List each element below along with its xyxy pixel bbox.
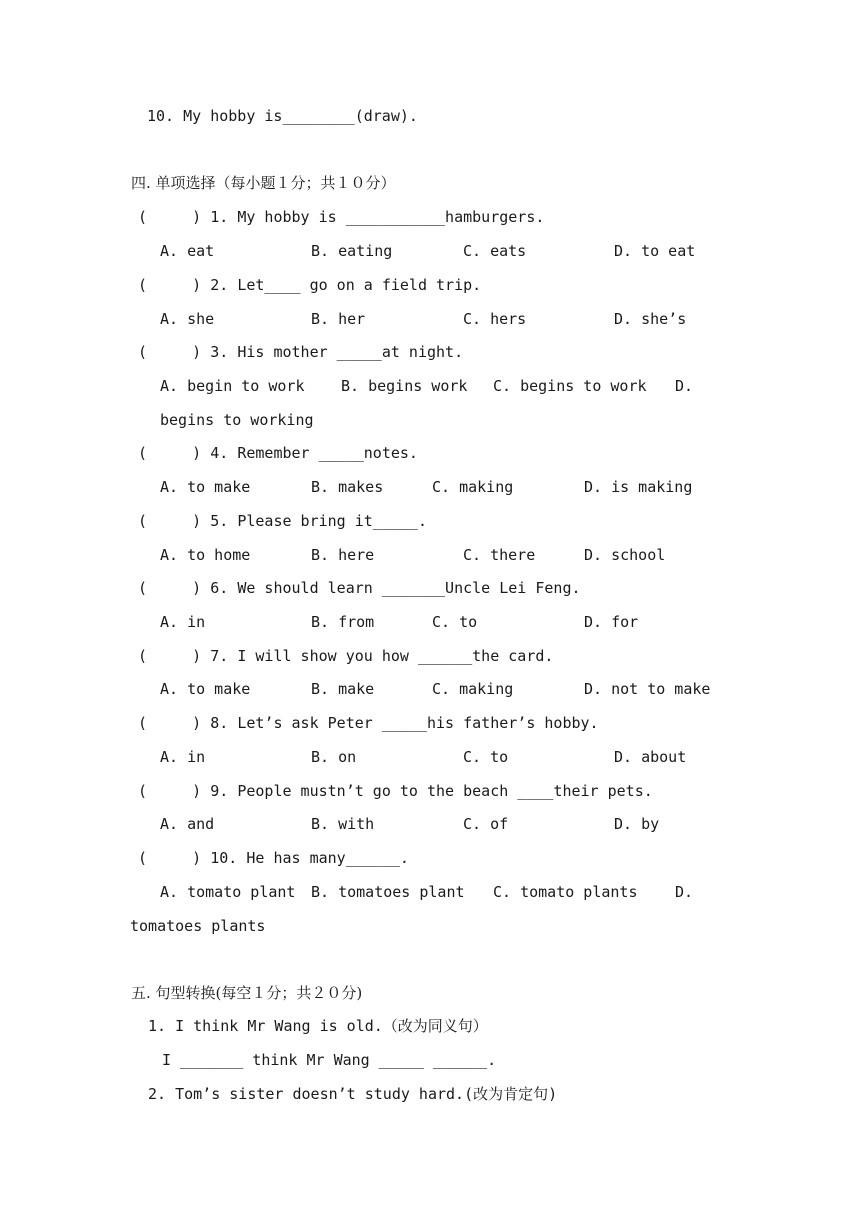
question-6-option-a: A. in [160,613,206,631]
question-9-option-b: B. with [311,815,375,833]
section-5-title: 五. 句型转换(每空１分；共２０分) [131,984,363,1002]
question-5-option-d: D. school [584,546,666,564]
question-8-option-d: D. about [614,748,687,766]
question-3-stem: ( ) 3. His mother _____at night. [138,343,464,361]
question-1-option-d: D. to eat [614,242,696,260]
question-3-option-a: A. begin to work [160,377,305,395]
question-5-option-a: A. to home [160,546,251,564]
question-10-option-b: B. tomatoes plant [311,883,465,901]
question-1-option-c: C. eats [463,242,527,260]
question-10-option-d: D. [675,883,694,901]
question-2-option-c: C. hers [463,310,527,328]
question-5-stem: ( ) 5. Please bring it_____. [138,512,427,530]
question-7-stem: ( ) 7. I will show you how ______the card. [138,647,554,665]
question-4-option-d: D. is making [584,478,693,496]
question-2-stem: ( ) 2. Let____ go on a field trip. [138,276,482,294]
transform-1-answer: I _______ think Mr Wang _____ ______. [162,1051,497,1069]
question-6-option-b: B. from [311,613,375,631]
question-10-option-d-wrap: tomatoes plants [130,917,266,935]
question-1-stem: ( ) 1. My hobby is ___________hamburgers. [138,208,545,226]
question-5-option-c: C. there [463,546,536,564]
question-6-stem: ( ) 6. We should learn _______Uncle Lei Feng. [138,579,581,597]
question-4-stem: ( ) 4. Remember _____notes. [138,444,418,462]
question-10-stem: ( ) 10. He has many______. [138,849,409,867]
question-5-option-b: B. here [311,546,375,564]
question-10-option-a: A. tomato plant [160,883,296,901]
question-7-option-d: D. not to make [584,680,711,698]
question-8-option-c: C. to [463,748,509,766]
question-1-option-b: B. eating [311,242,393,260]
question-7-option-a: A. to make [160,680,251,698]
question-8-stem: ( ) 8. Let’s ask Peter _____his father’s hobby. [138,714,599,732]
question-3-option-c: C. begins to work [493,377,647,395]
transform-1-stem: 1. I think Mr Wang is old.（改为同义句） [148,1017,488,1035]
question-9-option-d: D. by [614,815,660,833]
question-3-option-d-wrap: begins to working [160,411,314,429]
section-4-title: 四. 单项选择（每小题１分；共１０分） [131,174,396,192]
question-9-stem: ( ) 9. People mustn’t go to the beach ____their pets. [138,782,653,800]
prev-question-10: 10. My hobby is________(draw). [147,107,418,125]
question-8-option-a: A. in [160,748,206,766]
question-6-option-c: C. to [432,613,478,631]
question-1-option-a: A. eat [160,242,215,260]
question-6-option-d: D. for [584,613,639,631]
question-3-option-b: B. begins work [341,377,468,395]
question-7-option-b: B. make [311,680,375,698]
question-4-option-b: B. makes [311,478,384,496]
question-9-option-a: A. and [160,815,215,833]
question-8-option-b: B. on [311,748,357,766]
question-4-option-c: C. making [432,478,514,496]
transform-2-stem: 2. Tom’s sister doesn’t study hard.(改为肯定句) [148,1085,558,1103]
question-2-option-b: B. her [311,310,366,328]
question-2-option-d: D. she’s [614,310,687,328]
question-10-option-c: C. tomato plants [493,883,638,901]
question-7-option-c: C. making [432,680,514,698]
question-3-option-d: D. [675,377,694,395]
question-2-option-a: A. she [160,310,215,328]
question-9-option-c: C. of [463,815,509,833]
question-4-option-a: A. to make [160,478,251,496]
